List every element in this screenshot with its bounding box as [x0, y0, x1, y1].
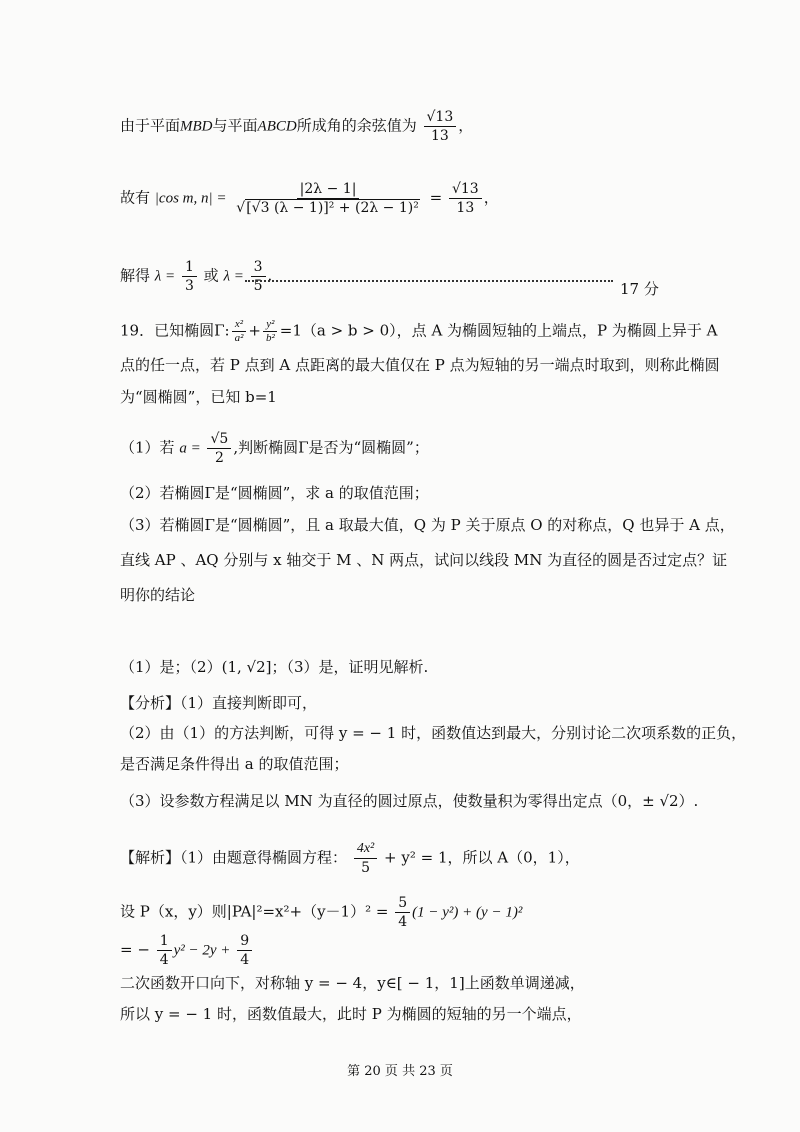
q19-part3-line-1: （3）若椭圆Γ是“圆椭圆”，且 a 取最大值，Q 为 P 关于原点 O 的对称点，Q 也异于 A 点， — [120, 516, 735, 534]
lambda-fraction-1: $\frac{1}{3}$ — [182, 258, 197, 295]
q19-part1: （1）若 a = $\frac{√5}{2}$ ,判断椭圆Γ是否为“圆椭圆”； — [120, 431, 429, 466]
quadratic-fraction-2: $\frac{9}{4}$ — [237, 932, 252, 969]
ellipse-equation-fraction: $\frac{\text{4x²}}{5}$ — [354, 840, 377, 877]
solution-line-3: = − $\frac{1}{4}$ y² − 2y + $\frac{9}{4}$ — [120, 932, 254, 969]
solution-line-2: 设 P（x，y）则|PA|²=x²+（y－1）² = $\frac{5}{4}$ (1 − y²) + (y − 1)² — [120, 895, 523, 930]
line-lambda-solution: 解得 λ = $\frac{1}{3}$ 或 λ = $\frac{3}{5}$ . — [120, 259, 273, 294]
page-footer: 第 20 页 共 23 页 — [347, 1064, 453, 1079]
answer-line: （1）是；（2）(1, √2]；（3）是，证明见解析. — [120, 658, 429, 676]
q19-part3-line-2: 直线 AP 、AQ 分别与 x 轴交于 M 、N 两点，试问以线段 MN 为直径的圆是否过定点？证 — [120, 551, 728, 569]
cosine-equation-fraction: $\frac{|2\lambda - 1|}{\text{√[√3 (λ − 1)]² + (2λ − 1)²}}$ — [236, 181, 419, 216]
line-cosine-equation: 故有 |cos m, n| = $\frac{|2\lambda - 1|}{\text{√[√3 (λ − 1)]² + (2λ − 1)²}}$ = $\frac{√13}{13}$ ， — [120, 181, 499, 216]
analysis-title: 【分析】（1）直接判断即可， — [120, 694, 318, 712]
solution-line-4: 二次函数开口向下，对称轴 y = − 4，y∈[ − 1，1]上函数单调递减， — [120, 974, 585, 992]
q19-part3-line-3: 明你的结论 — [120, 586, 196, 604]
distance-fraction: $\frac{5}{4}$ — [395, 894, 410, 931]
q19-statement-line-2: 点的任一点，若 P 点到 A 点距离的最大值仅在 P 点为短轴的另一端点时取到，则称此椭圆 — [120, 356, 720, 374]
q19-statement-line-1: 19．已知椭圆Γ: $\frac{\text{x²}}{\text{a²}}$ + $\frac{\text{y²}}{\text{b²}}$ =1（a > b > 0），点 A 为椭圆短轴的上端点，P 为椭圆上异于 A — [120, 318, 718, 344]
ellipse-y-term: $\frac{\text{y²}}{\text{b²}}$ — [263, 318, 278, 345]
solution-line-5: 所以 y = − 1 时，函数值最大，此时 P 为椭圆的短轴的另一个端点， — [120, 1005, 582, 1023]
solution-line-1: 【解析】（1）由题意得椭圆方程： $\frac{\text{4x²}}{5}$ + y² = 1，所以 A（0，1）， — [120, 841, 580, 876]
analysis-part3: （3）设参数方程满足以 MN 为直径的圆过原点，使数量积为零得出定点（0，± √2）. — [120, 792, 699, 810]
cosine-rhs-fraction: $\frac{√13}{13}$ — [449, 180, 482, 217]
line-cosine-statement: 由于平面MBD与平面ABCD所成角的余弦值为 $\frac{√13}{13}$ ， — [120, 109, 474, 144]
score-label: 17 分 — [620, 280, 659, 298]
a-value-fraction: $\frac{√5}{2}$ — [207, 430, 231, 467]
quadratic-fraction-1: $\frac{1}{4}$ — [157, 932, 172, 969]
q19-part2: （2）若椭圆Γ是“圆椭圆”，求 a 的取值范围； — [120, 484, 429, 502]
ellipse-x-term: $\frac{\text{x²}}{\text{a²}}$ — [232, 318, 247, 345]
analysis-part2-line-2: 是否满足条件得出 a 的取值范围； — [120, 755, 349, 773]
cosine-fraction: $\frac{√13}{13}$ — [424, 108, 457, 145]
q19-statement-line-3: 为“圆椭圆”，已知 b=1 — [120, 388, 277, 406]
score-leader-dots — [245, 280, 613, 282]
lambda-fraction-2: $\frac{3}{5}$ — [251, 258, 266, 295]
analysis-part2-line-1: （2）由（1）的方法判断，可得 y = − 1 时，函数值达到最大，分别讨论二次项系数的正负， — [120, 724, 747, 742]
